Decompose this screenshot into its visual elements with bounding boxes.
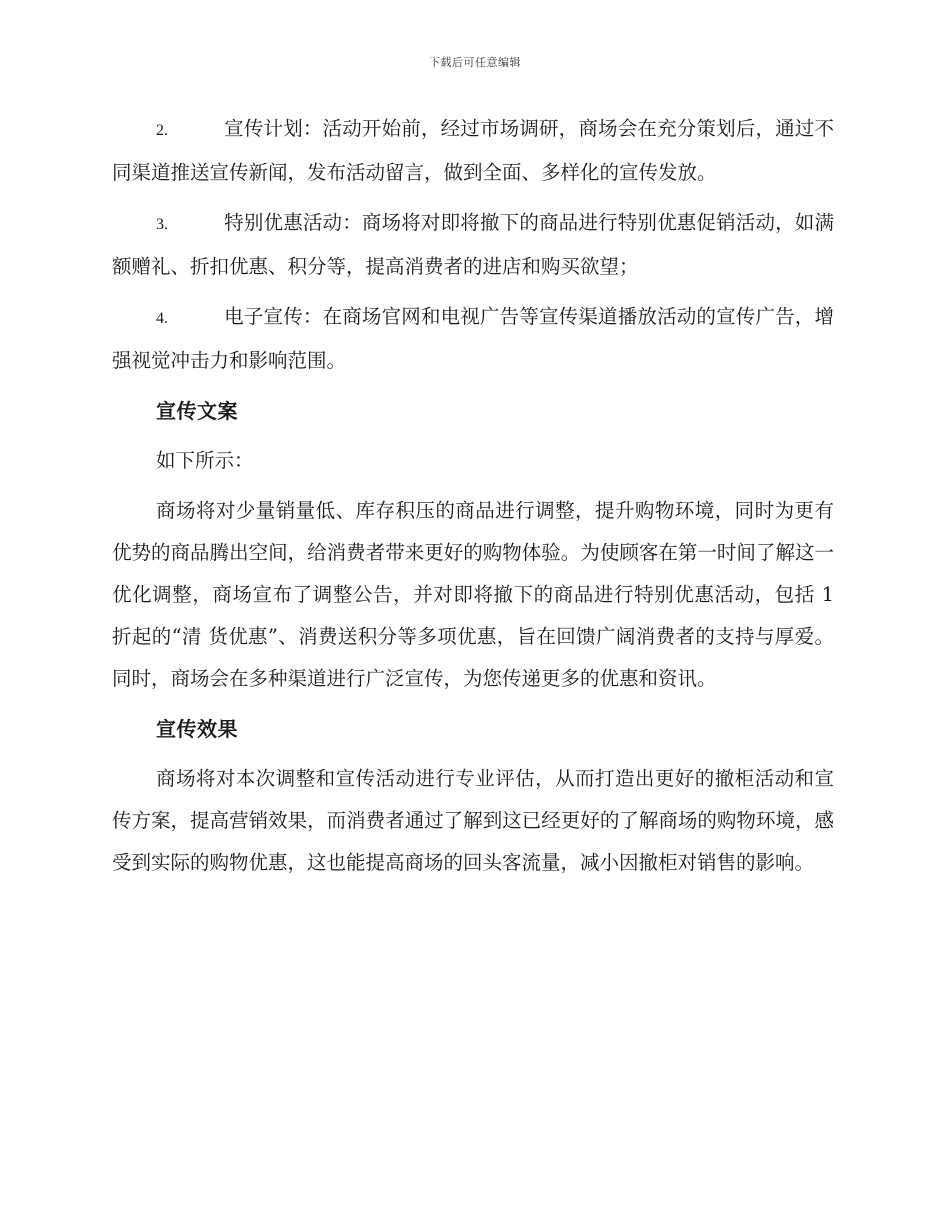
list-item [112,202,834,288]
list-item [112,108,834,194]
list-item-text: 特别优惠活动：商场将对即将撤下的商品进行特别优惠促销活动，如满额赠礼、折扣优惠、积分等，提高消费者的进店和购买欲望； [112,211,834,278]
section-effect-body: 商场将对本次调整和宣传活动进行专业评估，从而打造出更好的撤柜活动和宣传方案，提高营销效果，而消费者通过了解到这已经更好的了解商场的购物环境，感受到实际的购物优惠，这也能提高商场的回头客流量，减小因撤柜对销售的影响。 [112,767,834,874]
list-item-number: 3. [156,216,168,233]
list-item-text: 宣传计划：活动开始前，经过市场调研，商场会在充分策划后，通过不同渠道推送宣传新闻，发布活动留言，做到全面、多样化的宣传发放。 [112,117,834,184]
section-heading-copy: 宣传文案 [156,399,238,423]
document-body [112,108,834,892]
page-header-note: 下载后可任意编辑 [429,56,521,69]
section-copy-body: 商场将对少量销量低、库存积压的商品进行调整，提升购物环境，同时为更有优势的商品腾出空间，给消费者带来更好的购物体验。为使顾客在第一时间了解这一优化调整，商场宣布了调整公告，并对即将撤下的商品进行特别优惠活动，包括 1 折起的“清 货优惠”、消费送积分等多项优惠，旨在回馈广阔消费者的支持与厚爱。同时，商场会在多种渠道进行广泛宣传，为您传递更多的优惠和资讯。 [112,499,834,690]
section-copy-intro: 如下所示： [156,449,254,472]
list-item-number: 2. [156,122,168,139]
list-item-text: 电子宣传：在商场官网和电视广告等宣传渠道播放活动的宣传广告，增强视觉冲击力和影响范围。 [112,305,834,372]
section-heading-effect: 宣传效果 [156,717,238,741]
list-item-number: 4. [156,310,168,327]
list-item [112,296,834,382]
